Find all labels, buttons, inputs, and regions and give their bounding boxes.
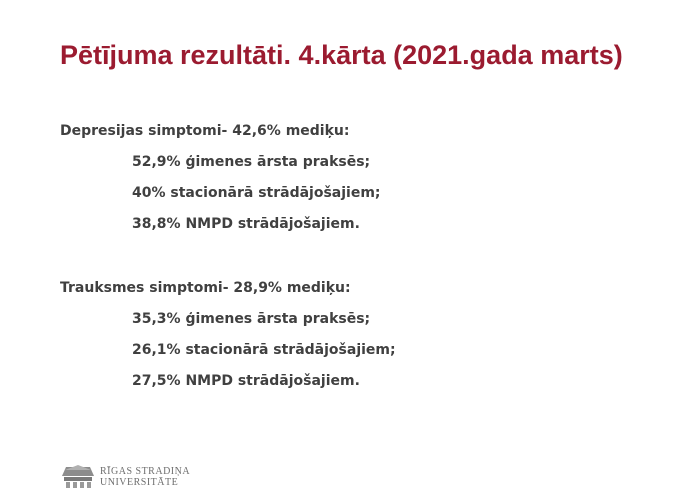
list-item: 40% stacionārā strādājošajiem; — [132, 185, 381, 201]
university-logo — [60, 464, 190, 490]
logo-text — [100, 466, 190, 488]
section-anxiety — [60, 275, 396, 399]
section-depression — [60, 118, 396, 242]
section-heading: Trauksmes simptomi- 28,9% mediķu: — [60, 280, 351, 296]
logo-line-2: UNIVERSITĀTE — [100, 477, 179, 488]
rsu-logo-icon — [60, 464, 96, 490]
slide-content — [60, 118, 396, 399]
list-item: 38,8% NMPD strādājošajiem. — [132, 216, 360, 232]
list-item: 27,5% NMPD strādājošajiem. — [132, 373, 360, 389]
slide-title: Pētījuma rezultāti. 4.kārta (2021.gada marts) — [60, 40, 623, 70]
section-spacer — [60, 242, 396, 275]
section-heading: Depresijas simptomi- 42,6% mediķu: — [60, 123, 350, 139]
list-item: 26,1% stacionārā strādājošajiem; — [132, 342, 396, 358]
logo-line-1: RĪGAS STRADIŅA — [100, 466, 191, 477]
list-item: 52,9% ģimenes ārsta praksēs; — [132, 154, 371, 170]
list-item: 35,3% ģimenes ārsta praksēs; — [132, 311, 371, 327]
